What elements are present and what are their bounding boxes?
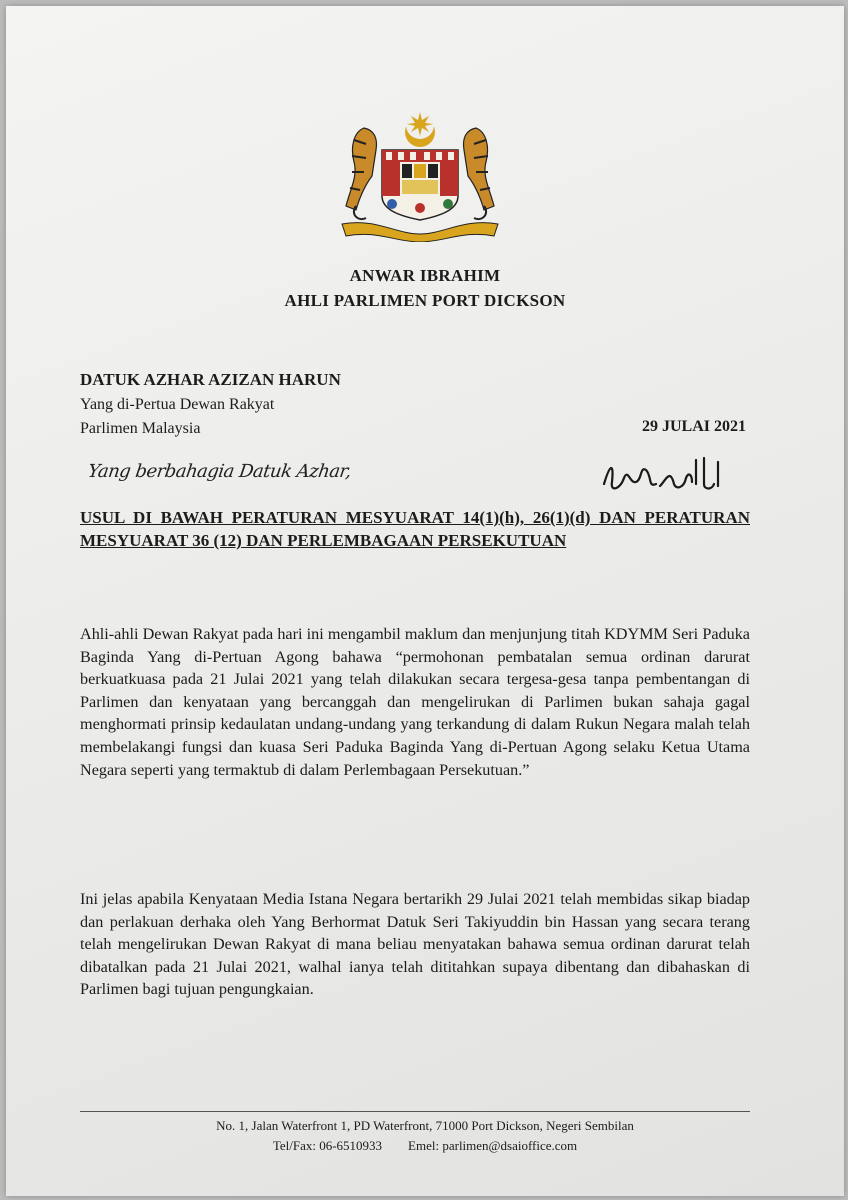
recipient-name: DATUK AZHAR AZIZAN HARUN <box>80 370 341 389</box>
recipient-position: Yang di-Pertua Dewan Rakyat <box>80 396 275 413</box>
footer-address: No. 1, Jalan Waterfront 1, PD Waterfront, 71000 Port Dickson, Negeri Sembilan <box>216 1118 634 1133</box>
body-paragraph-1: Ahli-ahli Dewan Rakyat pada hari ini mengambil maklum dan menjunjung titah KDYMM Seri Paduka Baginda Yang di-Pertuan Agong bahawa “permohonan pembatalan semua ordinan darurat berkuatkuasa pada 21 Julai 2021 yang telah dilakukan secara tergesa-gesa tanpa pembentangan di Parlimen dan kenyataan yang bercanggah dan mengelirukan di Parlimen bukan sahaja gagal menghormati prinsip kedaulatan undang-undang yang terkandung di dalam Rukun Negara malah telah membelakangi fungsi dan kuasa Seri Paduka Baginda Yang di-Pertuan Agong selaku Ketua Utama Negara seperti yang termaktub di dalam Perlembagaan Persekutuan.” <box>80 625 750 779</box>
footer-contact <box>6 1138 844 1154</box>
handwritten-arabic-greeting <box>600 454 730 498</box>
footer-divider <box>80 1111 750 1112</box>
letter-subject <box>80 506 750 552</box>
coat-of-arms-logo <box>336 110 504 242</box>
body-paragraph-2: Ini jelas apabila Kenyataan Media Istana Negara bertarikh 29 Julai 2021 telah membidas sikap biadap dan perlakuan derhaka oleh Yang Berhormat Datuk Seri Takiyuddin bin Hassan yang secara terang telah mengelirukan Dewan Rakyat di mana beliau menyatakan bahawa semua ordinan darurat telah dibatalkan pada 21 Julai 2021, walhal ianya telah dititahkan supaya dibentang dan dibahaskan di Parlimen bagi tujuan pengungkaian. <box>80 890 750 999</box>
sender-title: AHLI PARLIMEN PORT DICKSON <box>284 291 566 310</box>
recipient-institution: Parlimen Malaysia <box>80 420 201 437</box>
subject-text: USUL DI BAWAH PERATURAN MESYUARAT 14(1)(h), 26(1)(d) DAN PERATURAN MESYUARAT 36 (12) DAN PERLEMBAGAAN PERSEKUTUAN <box>80 508 750 550</box>
letter-page <box>6 6 844 1196</box>
sender-name: ANWAR IBRAHIM <box>349 266 501 285</box>
handwritten-salutation: Yang berbahagia Datuk Azhar, <box>86 461 353 482</box>
footer-email: Emel: parlimen@dsaioffice.com <box>408 1138 578 1153</box>
letter-date: 29 JULAI 2021 <box>641 418 746 435</box>
footer-phone: Tel/Fax: 06-6510933 <box>272 1138 383 1153</box>
